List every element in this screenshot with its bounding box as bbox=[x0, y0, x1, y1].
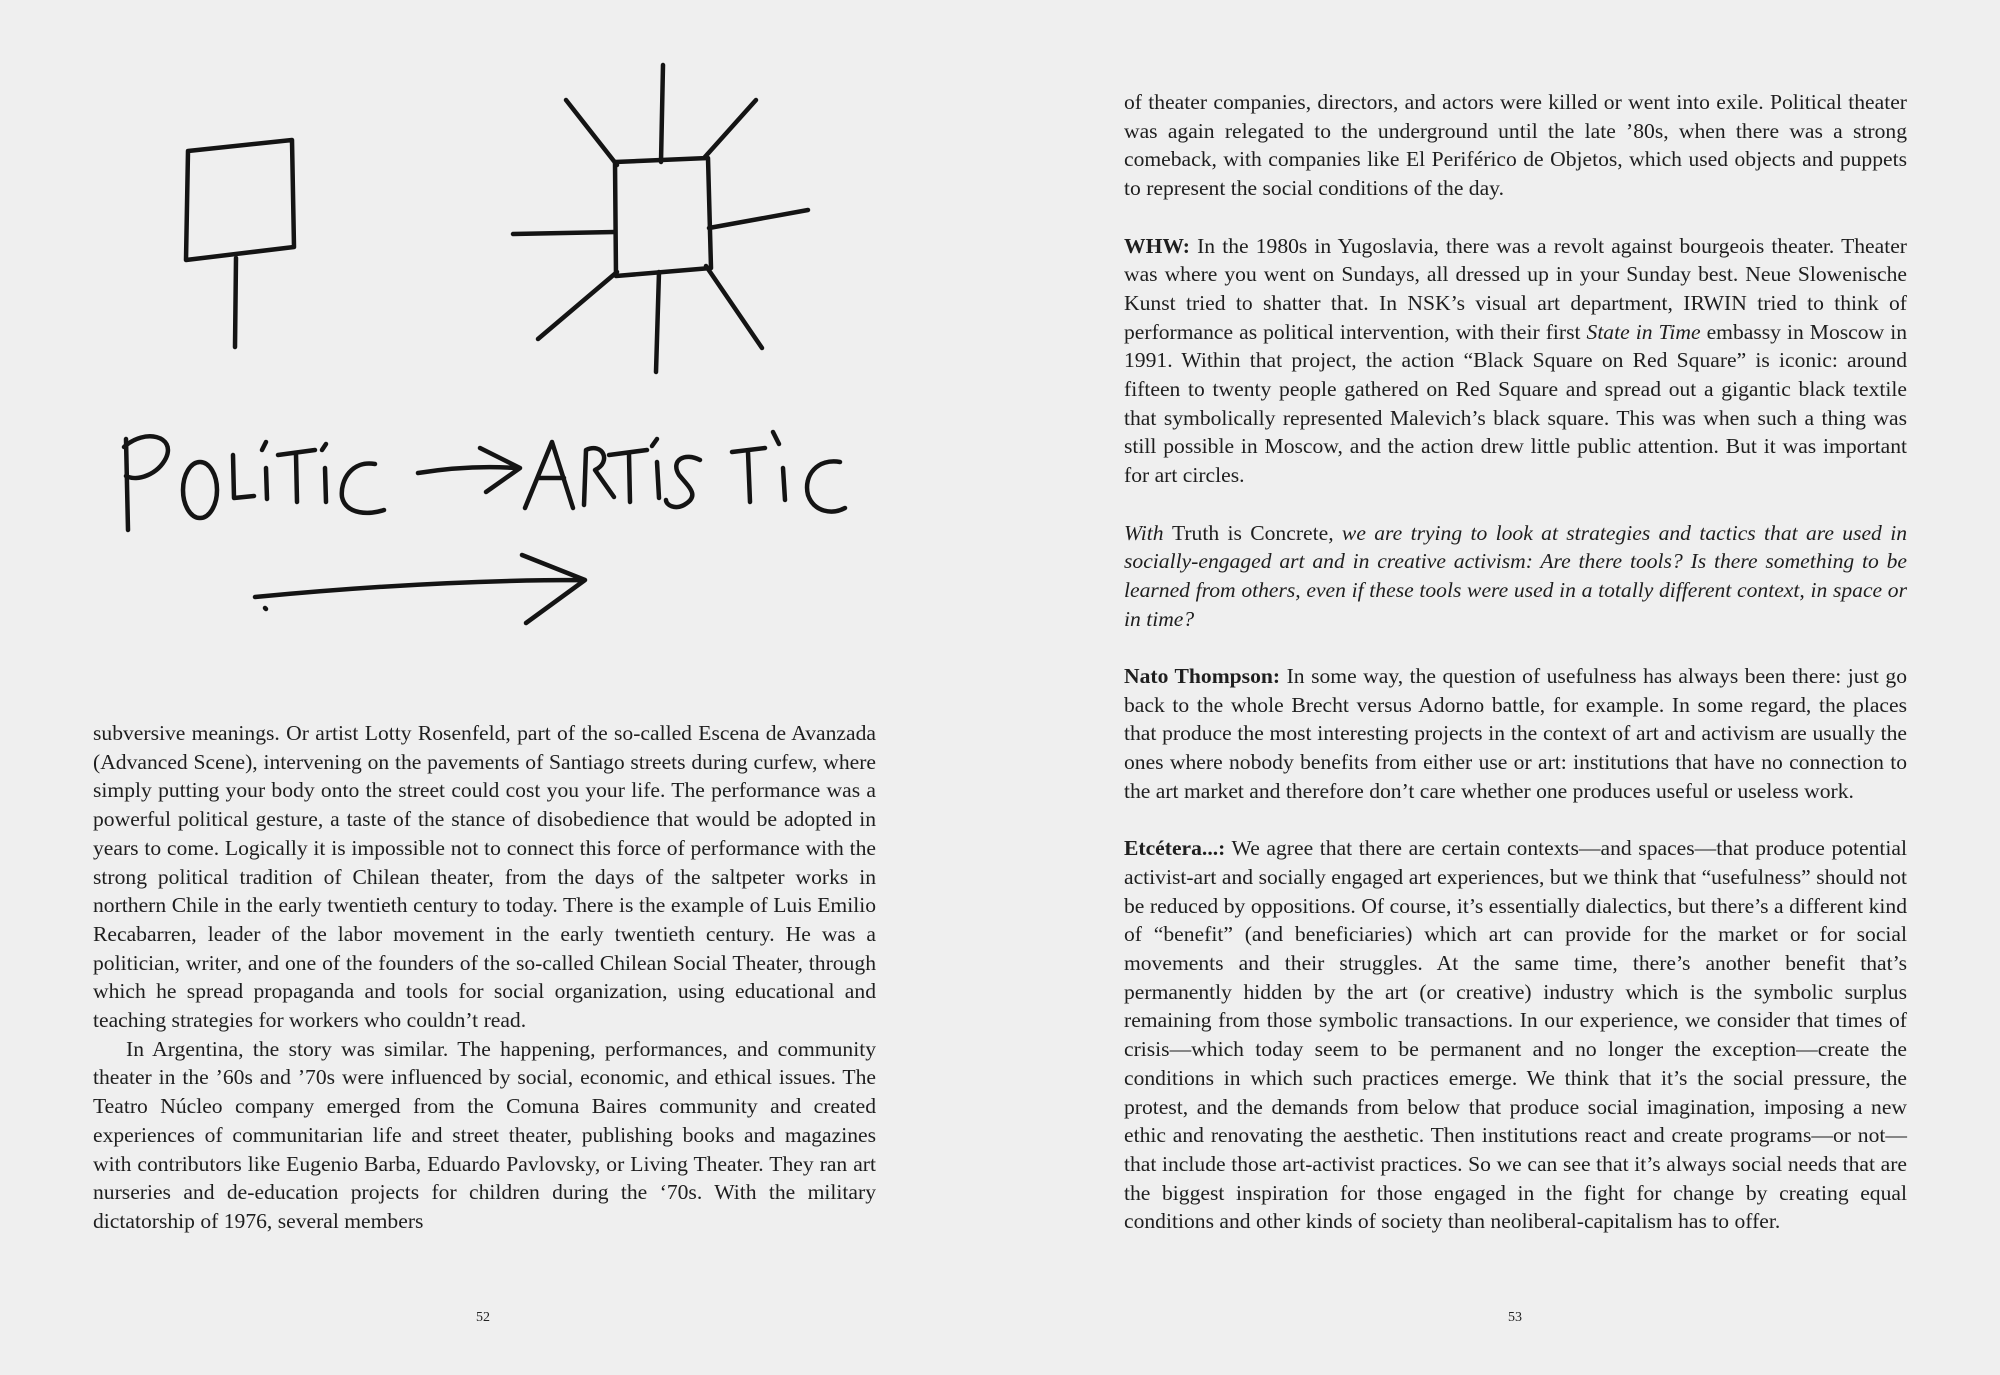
long-arrow-right-icon bbox=[255, 555, 585, 623]
interview-question bbox=[1124, 519, 1907, 634]
speaker-name: Nato Thompson: bbox=[1124, 664, 1281, 689]
sign-square-icon bbox=[186, 140, 294, 260]
page-number: 52 bbox=[476, 1310, 490, 1325]
body-paragraph: In Argentina, the story was similar. The happening, performances, and community theater in the ’60s and ’70s were influenced by social, economic, and ethical issues. The Teatro Núcleo company emerged from the Comuna Baires community and created experiences of communitarian life and street theater, publishing books and magazines with contributors like Eugenio Barba, Eduardo Pavlovsky, or Living Theater. They ran art nurseries and de-education projects for children during the ‘70s. With the military dictatorship of 1976, several members bbox=[93, 1036, 876, 1233]
ray bbox=[656, 272, 659, 372]
left-page-body-text bbox=[93, 719, 876, 1236]
ray bbox=[513, 232, 615, 234]
project-title: Truth is Concrete bbox=[1171, 520, 1329, 545]
sketch-illustration bbox=[100, 50, 880, 640]
ray bbox=[709, 210, 808, 228]
interview-answer-whw bbox=[1124, 232, 1907, 490]
speaker-name: WHW: bbox=[1124, 233, 1190, 258]
interview-answer-etcetera bbox=[1124, 834, 1907, 1236]
arrow-right-icon bbox=[418, 448, 520, 492]
body-paragraph: subversive meanings. Or artist Lotty Rosenfeld, part of the so-called Escena de Avanzada (Advanced Scene), intervening on the pavements of Santiago streets during curfew, where simply putting your body onto the street could cost you your life. The performance was a powerful political gesture, a taste of the stance of disobedience that would be adopted in years to come. Logically it is impossible not to connect this force of performance with the strong political tradition of Chilean theater, from the days of the saltpeter works in northern Chile in the early twentieth century to today. There is the example of Luis Emilio Recabarren, leader of the labor movement in the early twentieth century. He was a politician, writer, and one of the founders of the so-called Chilean Social Theater, through which he spread propaganda and tools for social organization, using educational and teaching strategies for workers who couldn’t read. bbox=[93, 721, 876, 1033]
ray bbox=[661, 65, 663, 162]
handwritten-word-politic bbox=[124, 436, 384, 530]
answer-text: We agree that there are certain contexts—and spaces—that produce potential activist-art and socially engaged art experiences, but we think that “usefulness” should not be reduced by oppositions. Of course, it’s essentially dialectics, but there’s a different kind of “benefit” (and beneficiaries) which art can provide for the market or for social movements and their struggles. At the same time, there’s another benefit that’s permanently hidden by the art (or creative) industry which is the symbolic surplus remaining from those symbolic transactions. In our experience, we consider that times of crisis—which today seem to be permanent and no longer the exception—create the conditions in which such practices emerge. We think that it’s the social pressure, the protest, and the demands from below that produce social imagination, imposing a new ethic and renovating the aesthetic. Then institutions react and create programs—or not—that include those art-activist practices. So we can see that it’s always social needs that are the biggest inspiration for those engaged in the fight for change by creating equal conditions and other kinds of society than neoliberal-capitalism has to offer. bbox=[1124, 836, 1907, 1234]
answer-text: In some way, the question of usefulness has always been there: just go back to the whole Brecht versus Adorno battle, for example. In some regard, the places that produce the most interesting projects in the context of art and activism are usually the ones where nobody benefits from either use or art: institutions that have no connection to the art market and therefore don’t care whether one produces useful or useless work. bbox=[1124, 664, 1907, 803]
work-title: State in Time bbox=[1586, 319, 1701, 344]
answer-text: embassy in Moscow in 1991. Within that project, the action “Black Square on Red Square” is iconic: around fifteen to twenty people gathered on Red Square and spread out a gigantic black textile that symbolically represented Malevich’s black square. This was when such a thing was still possible in Moscow, and the action drew little public attention. But it was important for art circles. bbox=[1124, 319, 1907, 488]
pen-dot bbox=[265, 608, 266, 609]
question-text: , we are trying to look at strategies and tactics that are used in socially-engaged art and in creative activism: Are there tools? Is there something to be learned from others, even if these tools were used in a totally different context, in space or in time? bbox=[1124, 520, 1907, 631]
sign-post bbox=[235, 258, 236, 347]
ray bbox=[706, 266, 762, 348]
right-page-body-text bbox=[1124, 88, 1907, 1236]
radiant-square-icon bbox=[615, 158, 711, 276]
page-number: 53 bbox=[1508, 1310, 1522, 1325]
ray bbox=[566, 100, 617, 165]
question-text: With bbox=[1124, 520, 1172, 545]
handwritten-word-artistic bbox=[525, 432, 845, 512]
ray bbox=[538, 272, 617, 339]
interview-answer-nato-thompson bbox=[1124, 662, 1907, 806]
answer-text: In the 1980s in Yugoslavia, there was a revolt against bourgeois theater. Theater was where you went on Sundays, all dressed up in your Sunday best. Neue Slowenische Kunst tried to shatter that. In NSK’s visual art department, IRWIN tried to think of performance as political intervention, with their first bbox=[1124, 233, 1907, 344]
speaker-name: Etcétera...: bbox=[1124, 836, 1226, 861]
ray bbox=[704, 100, 756, 158]
body-paragraph: of theater companies, directors, and actors were killed or went into exile. Political theater was again relegated to the underground until the late ’80s, when there was a strong comeback, with companies like El Periférico de Objetos, which used objects and puppets to represent the social conditions of the day. bbox=[1124, 90, 1907, 201]
